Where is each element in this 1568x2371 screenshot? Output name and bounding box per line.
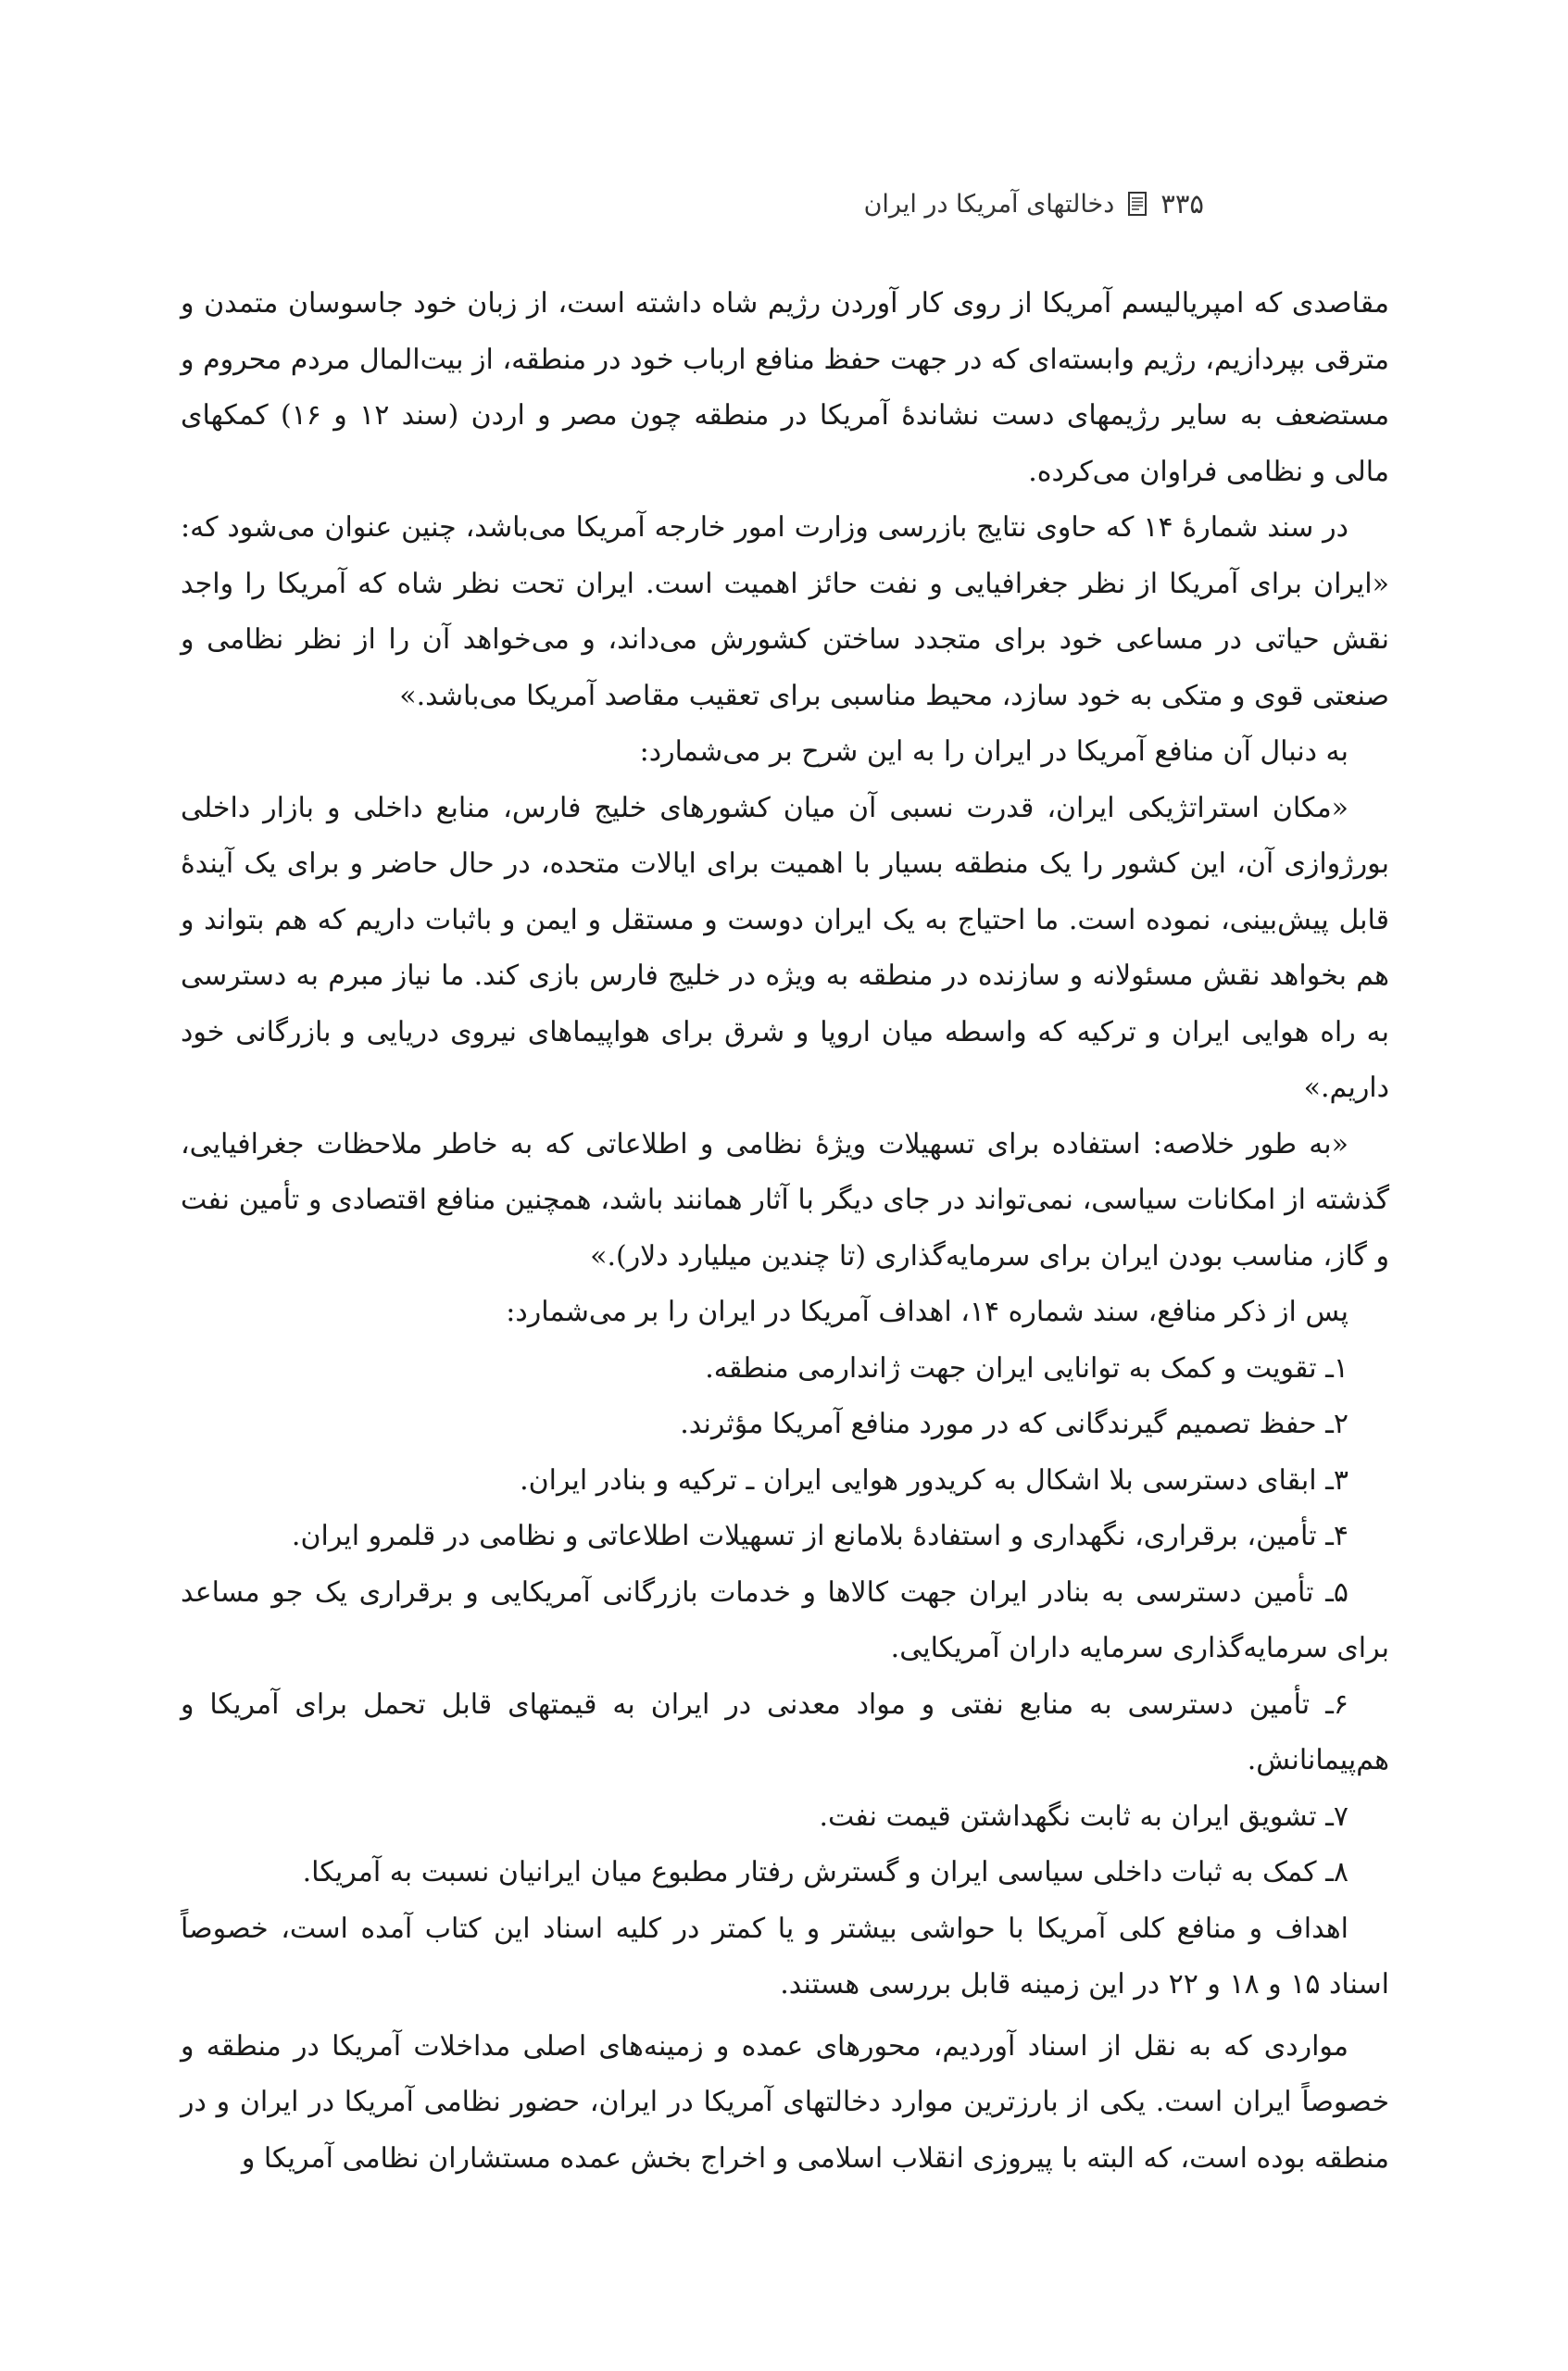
quote-paragraph: «به طور خلاصه: استفاده برای تسهیلات ویژهٔ نظامی و اطلاعاتی که به خاطر ملاحظات جغرافیایی، گذشته از امکانات سیاسی، نمی‌تواند در جای دیگر با آثار همانند باشد، همچنین منافع اقتصادی و تأمین نفت و گاز، مناسب بودن ایران برای سرمایه‌گذاری (تا چندین میلیارد دلار).»: [181, 1127, 1389, 1273]
running-header-title: دخالتهای آمریکا در ایران: [863, 189, 1115, 219]
list-item: ۲ـ حفظ تصمیم گیرندگانی که در مورد منافع آمریکا مؤثرند.: [680, 1408, 1348, 1440]
list-item: ۷ـ تشویق ایران به ثابت نگهداشتن قیمت نفت.: [819, 1800, 1348, 1833]
list-item: ۵ـ تأمین دسترسی به بنادر ایران جهت کالاها و خدمات بازرگانی آمریکایی و برقراری یک جو مساعد برای سرمایه‌گذاری سرمایه داران آمریکایی.: [181, 1575, 1389, 1664]
paragraph: پس از ذکر منافع، سند شماره ۱۴، اهداف آمریکا در ایران را بر می‌شمارد:: [506, 1296, 1348, 1328]
paragraph: اهداف و منافع کلی آمریکا با حواشی بیشتر و یا کمتر در کلیه اسناد این کتاب آمده است، خصوصاً اسناد ۱۵ و ۱۸ و ۲۲ در این زمینه قابل بررسی هستند.: [181, 1912, 1389, 2001]
body-text: [181, 276, 1389, 2187]
book-page-icon: [1127, 191, 1148, 217]
paragraph: در سند شمارهٔ ۱۴ که حاوی نتایج بازرسی وزارت امور خارجه آمریکا می‌باشد، چنین عنوان می‌شود که: «ایران برای آمریکا از نظر جغرافیایی و نفت حائز اهمیت است. ایران تحت نظر شاه که آمریکا را واجد نقش حیاتی در مساعی خود برای متجدد ساختن کشورش می‌داند، و می‌خواهد آن را از نظر نظامی و صنعتی قوی و متکی به خود سازد، محیط مناسبی برای تعقیب مقاصد آمریکا می‌باشد.»: [181, 511, 1389, 712]
list-item: ۳ـ ابقای دسترسی بلا اشکال به کریدور هوایی ایران ـ ترکیه و بنادر ایران.: [520, 1463, 1348, 1497]
list-item: ۸ـ کمک به ثبات داخلی سیاسی ایران و گسترش رفتار مطبوع میان ایرانیان نسبت به آمریکا.: [302, 1856, 1348, 1888]
running-header: [181, 176, 1204, 232]
list-item: ۴ـ تأمین، برقراری، نگهداری و استفادهٔ بلامانع از تسهیلات اطلاعاتی و نظامی در قلمرو ایران.: [291, 1520, 1348, 1552]
paragraph: مواردی که به نقل از اسناد آوردیم، محورهای عمده و زمینه‌های اصلی مداخلات آمریکا در منطقه و خصوصاً ایران است. یکی از بارزترین موارد دخالتهای آمریکا در ایران، حضور نظامی آمریکا در ایران و در منطقه بوده است، که البته با پیروزی انقلاب اسلامی و اخراج بخش عمده مستشاران نظامی آمریکا و: [181, 2029, 1389, 2175]
page-number: ۳۳۵: [1160, 188, 1204, 220]
paragraph: مقاصدی که امپریالیسم آمریکا از روی کار آوردن رژیم شاه داشته است، از زبان خود جاسوسان متمدن و مترقی بپردازیم، رژیم وابسته‌ای که در جهت حفظ منافع ارباب خود در منطقه، از بیت‌المال مردم محروم و مستضعف به سایر رژیمهای دست نشاندهٔ آمریکا در منطقه چون مصر و اردن (سند ۱۲ و ۱۶) کمکهای مالی و نظامی فراوان می‌کرده.: [181, 287, 1390, 488]
quote-paragraph: «مکان استراتژیکی ایران، قدرت نسبی آن میان کشورهای خلیج فارس، منابع داخلی و بازار داخلی بورژوازی آن، این کشور را یک منطقه بسیار با اهمیت برای ایالات متحده، در حال حاضر و برای یک آیندهٔ قابل پیش‌بینی، نموده است. ما احتیاج به یک ایران دوست و مستقل و ایمن و باثبات داریم که هم بتواند و هم بخواهد نقش مسئولانه و سازنده در منطقه به ویژه در خلیج فارس بازی کند. ما نیاز مبرم به دسترسی به راه هوایی ایران و ترکیه که واسطه میان اروپا و شرق برای هواپیماهای نیروی دریایی و بازرگانی خود داریم.»: [181, 791, 1389, 1104]
book-page: [181, 176, 1389, 2187]
paragraph: به دنبال آن منافع آمریکا در ایران را به این شرح بر می‌شمارد:: [639, 735, 1348, 768]
list-item: ۶ـ تأمین دسترسی به منابع نفتی و مواد معدنی در ایران به قیمتهای قابل تحمل برای آمریکا و هم‌پیمانانش.: [181, 1687, 1389, 1776]
list-item: ۱ـ تقویت و کمک به توانایی ایران جهت ژاندارمی منطقه.: [705, 1351, 1348, 1385]
